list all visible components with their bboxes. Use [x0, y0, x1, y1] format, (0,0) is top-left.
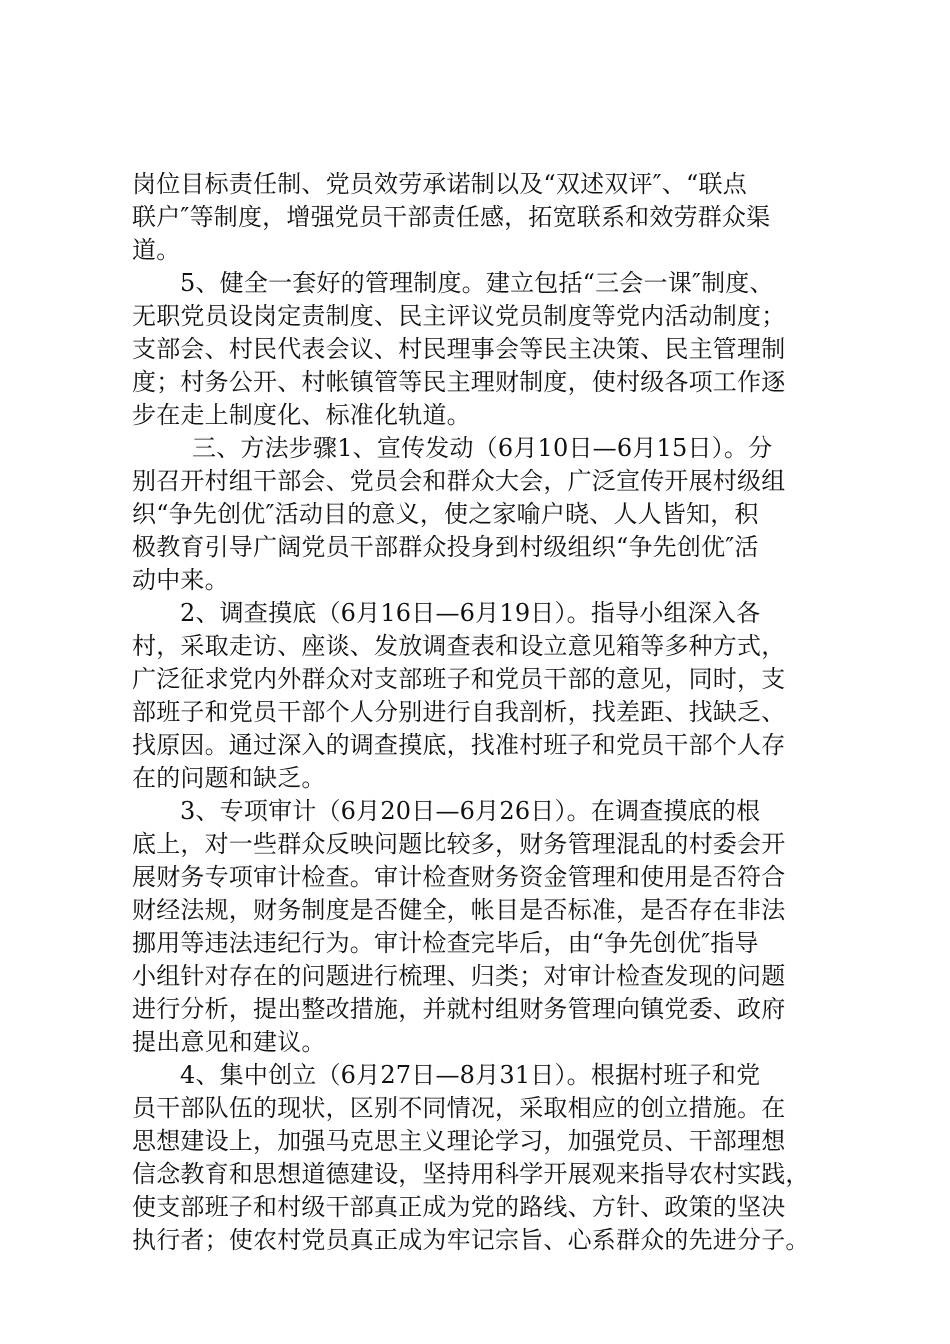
text-line: 找原因。通过深入的调查摸底，找准村班子和党员干部个人存 — [132, 731, 786, 759]
text-line: 极教育引导广阔党员干部群众投身到村级组织“争先创优″活 — [132, 533, 759, 561]
text-line: 村，采取走访、座谈、发放调查表和设立意见箱等多种方式， — [132, 632, 786, 660]
text-line: 无职党员设岗定责制度、民主评议党员制度等党内活动制度； — [132, 302, 786, 330]
text-line: 思想建设上，加强马克思主义理论学习，加强党员、干部理想 — [132, 1127, 786, 1155]
text-line: 动中来。 — [132, 566, 229, 594]
section-heading-line: 三、方法步骤1、宣传发动（6月10日—6月15日）。分 — [192, 434, 773, 462]
paragraph-start-line: 3、专项审计（6月20日—6月26日）。在调查摸底的根 — [180, 797, 761, 825]
text-line: 别召开村组干部会、党员会和群众大会，广泛宣传开展村级组 — [132, 467, 786, 495]
text-line: 底上，对一些群众反映问题比较多，财务管理混乱的村委会开 — [132, 830, 786, 858]
text-line: 展财务专项审计检查。审计检查财务资金管理和使用是否符合 — [132, 863, 786, 891]
text-line: 员干部队伍的现状，区别不同情况，采取相应的创立措施。在 — [132, 1094, 786, 1122]
text-line: 在的问题和缺乏。 — [132, 764, 326, 792]
text-line: 小组针对存在的问题进行梳理、归类；对审计检查发现的问题 — [132, 962, 786, 990]
text-line: 织“争先创优″活动目的意义，使之家喻户晓、人人皆知，积 — [132, 500, 759, 528]
text-line: 执行者；使农村党员真正成为牢记宗旨、心系群众的先进分子。 — [132, 1226, 810, 1254]
text-line: 步在走上制度化、标准化轨道。 — [132, 401, 471, 429]
text-line: 岗位目标责任制、党员效劳承诺制以及“双述双评″、“联点 — [132, 170, 747, 198]
text-line: 提出意见和建议。 — [132, 1028, 326, 1056]
text-line: 道。 — [132, 236, 181, 264]
paragraph-start-line: 4、集中创立（6月27日—8月31日）。根据村班子和党 — [180, 1061, 761, 1089]
text-line: 挪用等违法违纪行为。审计检查完毕后，由“争先创优″指导 — [132, 929, 759, 957]
text-line: 广泛征求党内外群众对支部班子和党员干部的意见，同时，支 — [132, 665, 786, 693]
paragraph-start-line: 2、调查摸底（6月16日—6月19日）。指导小组深入各 — [180, 599, 761, 627]
text-line: 联户″等制度，增强党员干部责任感，拓宽联系和效劳群众渠 — [132, 203, 771, 231]
text-line: 使支部班子和村级干部真正成为党的路线、方针、政策的坚决 — [132, 1193, 786, 1221]
text-line: 度；村务公开、村帐镇管等民主理财制度，使村级各项工作逐 — [132, 368, 786, 396]
text-line: 财经法规，财务制度是否健全，帐目是否标准，是否存在非法 — [132, 896, 786, 924]
text-line: 部班子和党员干部个人分别进行自我剖析，找差距、找缺乏、 — [132, 698, 786, 726]
text-line: 信念教育和思想道德建设，坚持用科学开展观来指导农村实践， — [132, 1160, 810, 1188]
text-line: 支部会、村民代表会议、村民理事会等民主决策、民主管理制 — [132, 335, 786, 363]
text-line: 进行分析，提出整改措施，并就村组财务管理向镇党委、政府 — [132, 995, 786, 1023]
paragraph-start-line: 5、健全一套好的管理制度。建立包括“三会一课″制度、 — [180, 269, 774, 297]
document-body — [132, 168, 832, 1257]
